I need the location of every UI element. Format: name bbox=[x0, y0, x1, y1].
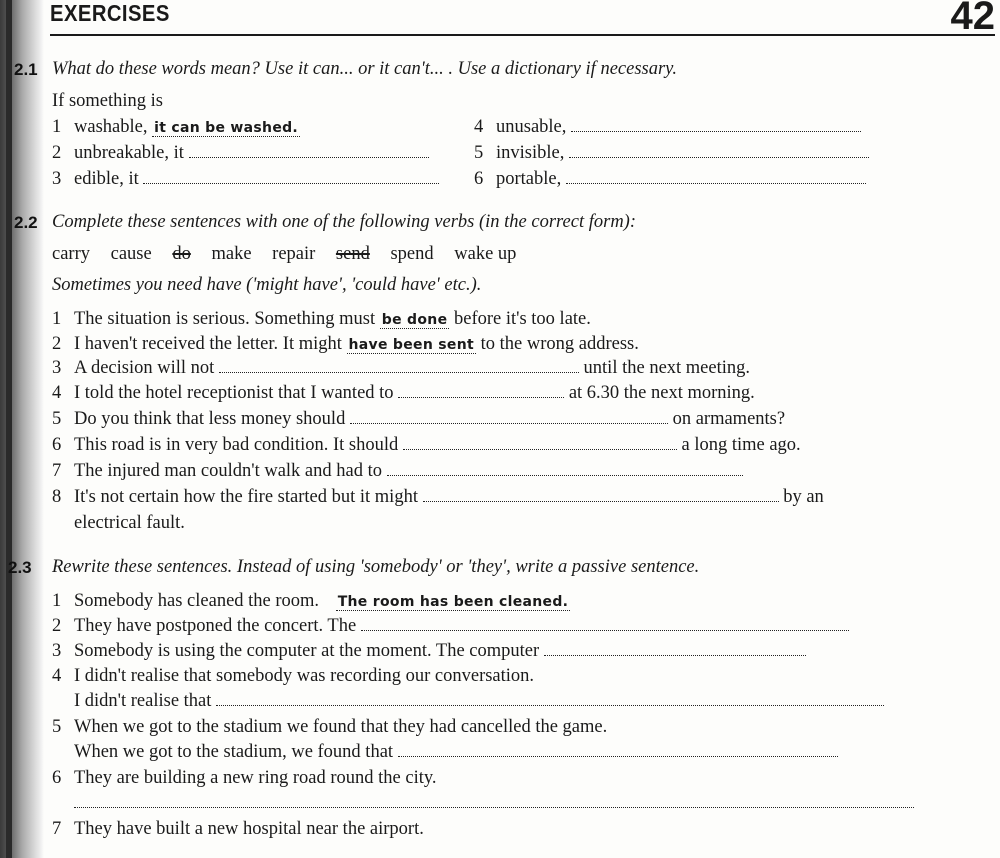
table-row-continuation: electrical fault. bbox=[74, 513, 185, 533]
exercise-2-2-instruction: Complete these sentences with one of the following verbs (in the correct form): bbox=[52, 212, 636, 232]
answer-blank[interactable] bbox=[571, 116, 861, 132]
list-item: 4 I didn't realise that somebody was recording our conversation. bbox=[52, 666, 535, 686]
handwritten-answer[interactable]: The room has been cleaned. bbox=[337, 594, 569, 610]
exercise-number-2-1: 2.1 bbox=[14, 60, 38, 79]
verb-carry: carry bbox=[52, 244, 90, 264]
answer-blank[interactable] bbox=[423, 486, 779, 502]
handwritten-answer[interactable]: it can be washed. bbox=[154, 120, 299, 136]
answer-blank[interactable] bbox=[566, 168, 866, 184]
answer-blank[interactable] bbox=[403, 434, 677, 450]
table-row: 8 It's not certain how the fire started but it might by an bbox=[52, 487, 824, 507]
verb-make: make bbox=[211, 244, 252, 264]
table-row: 1 The situation is serious. Something must be done before it's too late. bbox=[52, 309, 591, 329]
exercise-2-2-note: Sometimes you need have ('might have', 'could have' etc.). bbox=[52, 275, 482, 295]
handwritten-answer[interactable]: have been sent bbox=[348, 337, 474, 353]
verb-spend: spend bbox=[390, 244, 434, 264]
verb-send-crossed-out: send bbox=[335, 244, 370, 264]
list-item: 2 unbreakable, it bbox=[52, 142, 429, 164]
answer-blank[interactable] bbox=[398, 382, 564, 398]
list-item: 1 washable, it can be washed. bbox=[52, 117, 299, 137]
answer-blank[interactable] bbox=[189, 142, 429, 158]
verb-repair: repair bbox=[272, 244, 316, 264]
table-row: 5 Do you think that less money should on armaments? bbox=[52, 409, 786, 429]
verb-wake-up: wake up bbox=[454, 244, 517, 264]
answer-blank[interactable] bbox=[143, 168, 439, 184]
list-item-line2: When we got to the stadium, we found that bbox=[74, 741, 838, 763]
answer-blank[interactable] bbox=[350, 408, 668, 424]
book-spine-edge bbox=[6, 0, 12, 858]
answer-blank[interactable] bbox=[74, 792, 914, 808]
verb-list bbox=[52, 243, 532, 265]
list-item: 5 When we got to the stadium we found that they had cancelled the game. bbox=[52, 717, 608, 737]
list-item: 5 invisible, bbox=[474, 142, 869, 164]
list-item: 3 Somebody is using the computer at the moment. The computer bbox=[52, 640, 806, 662]
table-row: 2 I haven't received the letter. It might have been sent to the wrong address. bbox=[52, 334, 639, 354]
exercise-2-1-intro: If something is bbox=[52, 91, 163, 111]
exercise-2-3-instruction: Rewrite these sentences. Instead of using 'somebody' or 'they', write a passive sentence. bbox=[52, 557, 700, 577]
handwritten-answer[interactable]: be done bbox=[381, 312, 448, 328]
answer-blank[interactable] bbox=[219, 357, 579, 373]
answer-blank[interactable] bbox=[216, 690, 884, 706]
list-item: 7 They have built a new hospital near the airport. bbox=[52, 819, 424, 839]
answer-blank[interactable] bbox=[544, 640, 806, 656]
list-item: 1 Somebody has cleaned the room. The room has been cleaned. bbox=[52, 591, 569, 611]
answer-blank[interactable] bbox=[361, 615, 849, 631]
exercise-2-1-instruction: What do these words mean? Use it can... or it can't... . Use a dictionary if necessary. bbox=[52, 59, 677, 79]
list-item: 2 They have postponed the concert. The bbox=[52, 615, 849, 637]
answer-blank[interactable] bbox=[398, 741, 838, 757]
list-item: 4 unusable, bbox=[474, 116, 861, 138]
table-row: 4 I told the hotel receptionist that I wanted to at 6.30 the next morning. bbox=[52, 383, 755, 403]
list-item: 3 edible, it bbox=[52, 168, 439, 190]
list-item-line2: I didn't realise that bbox=[74, 690, 884, 712]
exercise-number-2-2: 2.2 bbox=[14, 213, 38, 232]
list-item: 6 They are building a new ring road round the city. bbox=[52, 768, 437, 788]
list-item: 6 portable, bbox=[474, 168, 866, 190]
table-row: 7 The injured man couldn't walk and had to bbox=[52, 460, 743, 482]
table-row: 3 A decision will not until the next meeting. bbox=[52, 358, 751, 378]
page-header bbox=[50, 0, 995, 36]
verb-do-crossed-out: do bbox=[172, 244, 191, 264]
list-item-line2 bbox=[74, 792, 914, 814]
answer-blank[interactable] bbox=[569, 142, 869, 158]
page-title: EXERCISES bbox=[50, 0, 170, 26]
table-row: 6 This road is in very bad condition. It should a long time ago. bbox=[52, 435, 801, 455]
exercise-number-2-3: 2.3 bbox=[8, 558, 32, 577]
verb-cause: cause bbox=[110, 244, 152, 264]
answer-blank[interactable] bbox=[387, 460, 743, 476]
unit-number: 42 bbox=[950, 0, 995, 38]
